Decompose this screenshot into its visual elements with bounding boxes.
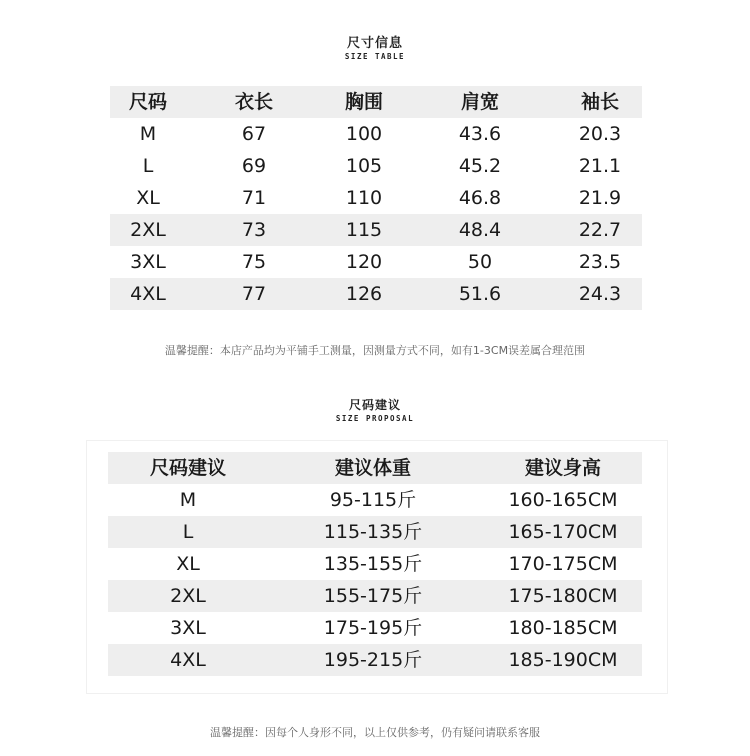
height-cell: 170-175CM: [508, 553, 618, 575]
length-cell: 67: [241, 123, 267, 145]
chest-cell: 126: [345, 283, 383, 305]
size-cell: M: [139, 123, 157, 145]
height-cell: 165-170CM: [508, 521, 618, 543]
shoulder-cell: 50: [467, 251, 493, 273]
sleeve-cell: 23.5: [578, 251, 622, 273]
table-row: [108, 516, 642, 548]
table-row: [110, 278, 642, 310]
size-cell: L: [182, 521, 194, 543]
weight-cell: 155-175斤: [323, 585, 423, 607]
length-cell: 69: [241, 155, 267, 177]
chest-cell: 120: [345, 251, 383, 273]
size-proposal-subtitle: SIZE PROPOSAL: [335, 414, 415, 423]
shoulder-cell: 46.8: [458, 187, 502, 209]
header-cell-weight: 建议体重: [334, 457, 411, 479]
size-cell: 4XL: [130, 283, 166, 305]
chest-cell: 105: [345, 155, 383, 177]
weight-cell: 95-115斤: [329, 489, 417, 511]
header-cell-size-proposal: 尺码建议: [149, 457, 226, 479]
size-table-header-row: [110, 86, 642, 118]
size-cell: 4XL: [170, 649, 206, 671]
size-proposal-title: 尺码建议: [348, 398, 401, 412]
length-cell: 73: [241, 219, 267, 241]
size-cell: 3XL: [130, 251, 166, 273]
shoulder-cell: 51.6: [458, 283, 502, 305]
sleeve-cell: 20.3: [578, 123, 622, 145]
sleeve-cell: 22.7: [578, 219, 622, 241]
size-cell: 2XL: [170, 585, 206, 607]
size-cell: M: [179, 489, 197, 511]
table-row: [108, 612, 642, 644]
size-cell: XL: [136, 187, 160, 209]
table-row: [108, 484, 642, 516]
chest-cell: 100: [345, 123, 383, 145]
header-cell-size: 尺码: [128, 91, 167, 113]
table-row: [110, 118, 642, 150]
weight-cell: 115-135斤: [323, 521, 423, 543]
height-cell: 175-180CM: [508, 585, 618, 607]
size-cell: XL: [176, 553, 200, 575]
header-cell-chest: 胸围: [344, 91, 383, 113]
length-cell: 71: [241, 187, 267, 209]
table-row: [110, 214, 642, 246]
table-row: [110, 246, 642, 278]
size-cell: 2XL: [130, 219, 166, 241]
chest-cell: 115: [345, 219, 383, 241]
size-table: [110, 86, 642, 312]
table-row: [108, 548, 642, 580]
table-row: [108, 644, 642, 676]
size-cell: 3XL: [170, 617, 206, 639]
header-cell-sleeve: 袖长: [580, 91, 619, 113]
size-cell: L: [142, 155, 154, 177]
height-cell: 160-165CM: [508, 489, 618, 511]
size-proposal-table: [108, 452, 642, 680]
header-cell-shoulder: 肩宽: [460, 91, 499, 113]
header-cell-height: 建议身高: [524, 457, 601, 479]
proposal-header-row: [108, 452, 642, 484]
chest-cell: 110: [345, 187, 383, 209]
weight-cell: 135-155斤: [323, 553, 423, 575]
length-cell: 75: [241, 251, 267, 273]
table-row: [108, 580, 642, 612]
size-table-title: 尺寸信息: [346, 36, 403, 51]
table-row: [110, 182, 642, 214]
table-row: [110, 150, 642, 182]
size-table-note: 温馨提醒：本店产品均为平铺手工测量，因测量方式不同，如有1-3CM误差属合理范围: [164, 344, 586, 357]
shoulder-cell: 43.6: [458, 123, 502, 145]
height-cell: 180-185CM: [508, 617, 618, 639]
weight-cell: 175-195斤: [323, 617, 423, 639]
weight-cell: 195-215斤: [323, 649, 423, 671]
shoulder-cell: 45.2: [458, 155, 502, 177]
size-table-subtitle: SIZE TABLE: [344, 52, 406, 61]
size-proposal-note: 温馨提醒：因每个人身形不同，以上仅供参考，仍有疑问请联系客服: [210, 726, 540, 739]
shoulder-cell: 48.4: [458, 219, 502, 241]
height-cell: 185-190CM: [508, 649, 618, 671]
sleeve-cell: 21.1: [578, 155, 622, 177]
header-cell-length: 衣长: [234, 91, 273, 113]
sleeve-cell: 21.9: [578, 187, 622, 209]
length-cell: 77: [241, 283, 267, 305]
sleeve-cell: 24.3: [578, 283, 622, 305]
